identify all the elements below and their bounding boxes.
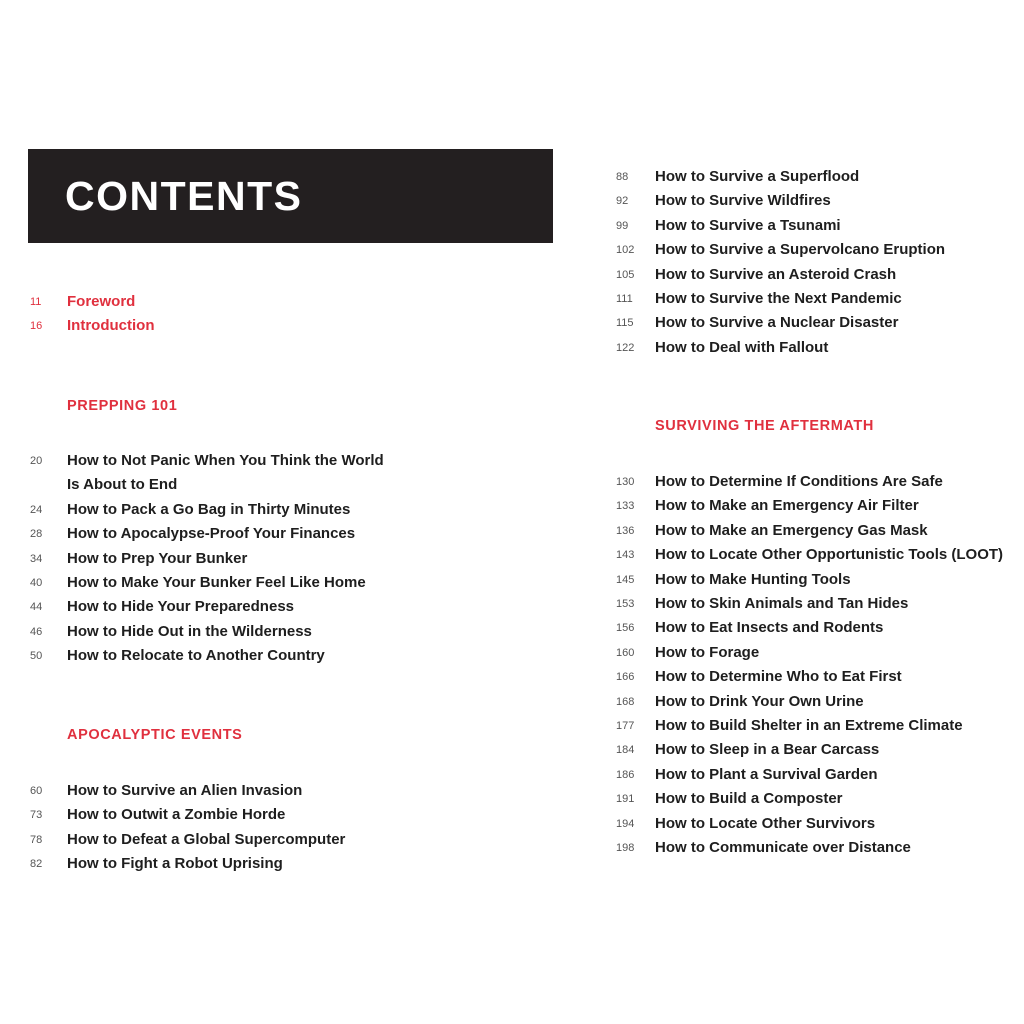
page-title: CONTENTS <box>65 173 303 219</box>
entry-title: How to Build Shelter in an Extreme Climate <box>655 717 963 734</box>
page-number: 44 <box>30 601 43 614</box>
entry-title: How to Apocalypse-Proof Your Finances <box>67 525 356 543</box>
section-heading: APOCALYPTIC EVENTS <box>67 727 243 743</box>
entry-title: How to Survive an Asteroid Crash <box>655 265 897 283</box>
page-number: 28 <box>30 528 43 541</box>
page-number: 78 <box>30 833 43 846</box>
page-number: 198 <box>616 842 635 854</box>
page-number: 133 <box>616 500 635 513</box>
page-number: 191 <box>616 793 635 806</box>
entry-title: How to Locate Other Survivors <box>655 814 876 832</box>
page-number: 166 <box>616 671 635 684</box>
page-number: 143 <box>616 549 635 562</box>
entry-title: How to Hide Your Preparedness <box>67 598 294 616</box>
page-number: 186 <box>616 768 635 781</box>
page-number: 111 <box>616 293 633 305</box>
entry-title: How to Relocate to Another Country <box>67 647 325 665</box>
entry-title: How to Make an Emergency Air Filter <box>655 497 919 515</box>
page-number: 105 <box>616 268 635 281</box>
entry-title: How to Hide Out in the Wilderness <box>67 622 312 640</box>
page-number: 184 <box>616 744 635 757</box>
entry-title: How to Build a Composter <box>655 790 843 808</box>
entry-title: How to Fight a Robot Uprising <box>67 855 283 873</box>
page-number: 60 <box>30 785 43 797</box>
entry-title: How to Outwit a Zombie Horde <box>67 806 286 824</box>
page-number: 73 <box>30 809 43 822</box>
page-number: 160 <box>616 646 635 659</box>
page-number: 122 <box>616 341 635 354</box>
page-number: 16 <box>30 320 43 333</box>
page-number: 82 <box>30 858 43 871</box>
entry-title: How to Deal with Fallout <box>655 338 829 356</box>
entry-title: How to Not Panic When You Think the World <box>67 452 384 469</box>
entry-title: Introduction <box>67 317 155 335</box>
entry-title: How to Skin Animals and Tan Hides <box>655 595 909 612</box>
entry-title: How to Drink Your Own Urine <box>655 692 864 710</box>
entry-title: How to Sleep in a Bear Carcass <box>655 741 880 759</box>
page-number: 168 <box>616 695 635 708</box>
entry-title: How to Communicate over Distance <box>655 839 911 856</box>
page-number: 115 <box>616 317 634 330</box>
page-number: 156 <box>616 622 635 635</box>
page-number: 34 <box>30 552 43 565</box>
entry-title: Foreword <box>67 293 136 310</box>
entry-title: Is About to End <box>67 476 178 494</box>
page-number: 102 <box>616 244 635 257</box>
page-number: 50 <box>30 650 43 663</box>
entry-title: How to Determine If Conditions Are Safe <box>655 473 943 490</box>
entry-title: How to Survive a Superflood <box>655 168 860 185</box>
contents-banner <box>28 149 553 243</box>
page-number: 46 <box>30 625 43 638</box>
section-heading: SURVIVING THE AFTERMATH <box>655 418 874 434</box>
entry-title: How to Survive a Supervolcano Eruption <box>655 241 946 259</box>
entry-title: How to Survive a Nuclear Disaster <box>655 314 899 332</box>
page-number: 11 <box>30 296 42 308</box>
section-heading: PREPPING 101 <box>67 398 178 414</box>
entry-title: How to Defeat a Global Supercomputer <box>67 830 346 848</box>
page-number: 177 <box>616 720 635 732</box>
entry-title: How to Plant a Survival Garden <box>655 765 878 783</box>
entry-title: How to Forage <box>655 643 760 661</box>
entry-title: How to Pack a Go Bag in Thirty Minutes <box>67 500 351 518</box>
page-number: 153 <box>616 598 635 610</box>
page-number: 99 <box>616 219 629 232</box>
entry-title: How to Make Hunting Tools <box>655 570 851 588</box>
page-number: 24 <box>30 503 43 516</box>
entry-title: How to Determine Who to Eat First <box>655 668 902 686</box>
page-number: 194 <box>616 817 635 830</box>
page-number: 88 <box>616 171 629 183</box>
entry-title: How to Eat Insects and Rodents <box>655 619 884 637</box>
entry-title: How to Survive Wildfires <box>655 192 831 210</box>
page-number: 92 <box>616 195 629 208</box>
page-number: 136 <box>616 524 635 537</box>
entry-title: How to Prep Your Bunker <box>67 549 248 567</box>
entry-title: How to Locate Other Opportunistic Tools (LOOT) <box>655 546 1004 564</box>
entry-title: How to Make Your Bunker Feel Like Home <box>67 574 366 591</box>
page-number: 145 <box>616 573 635 586</box>
entry-title: How to Make an Emergency Gas Mask <box>655 521 928 539</box>
page-number: 130 <box>616 476 635 488</box>
page-number: 40 <box>30 577 43 589</box>
entry-title: How to Survive a Tsunami <box>655 216 841 234</box>
entry-title: How to Survive the Next Pandemic <box>655 290 902 307</box>
entry-title: How to Survive an Alien Invasion <box>67 782 303 799</box>
page-number: 20 <box>30 455 43 467</box>
